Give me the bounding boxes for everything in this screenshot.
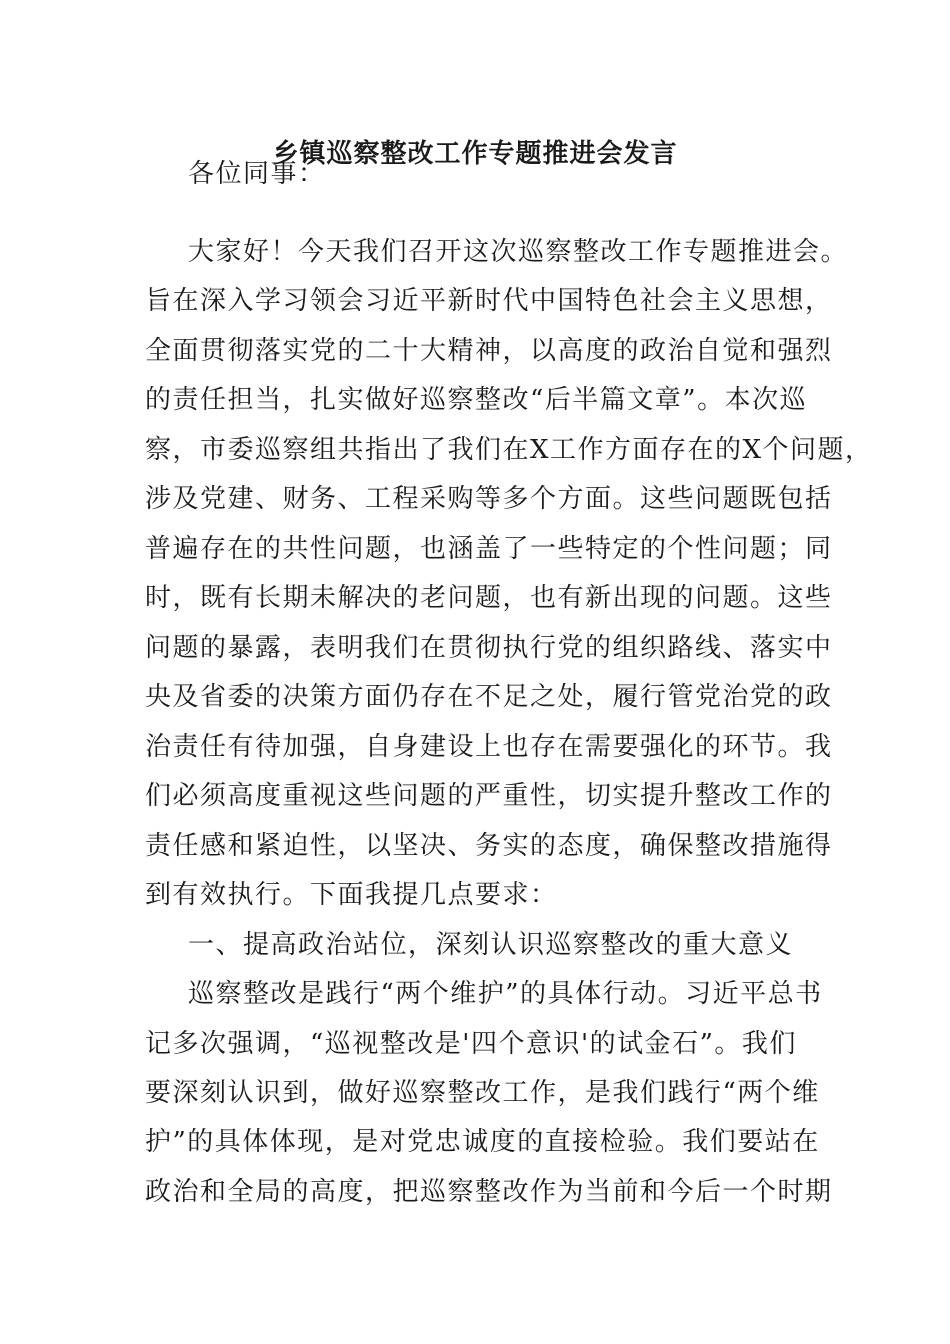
paragraph-line: 察，市委巡察组共指出了我们在X工作方面存在的X个问题， xyxy=(145,435,873,465)
paragraph-line: 问题的暴露，表明我们在贯彻执行党的组织路线、落实中 xyxy=(145,633,833,663)
paragraph-line: 记多次强调，“巡视整改是'四个意识'的试金石”。我们 xyxy=(145,1029,797,1059)
paragraph-line: 旨在深入学习领会习近平新时代中国特色社会主义思想， xyxy=(145,286,833,316)
paragraph-line: 巡察整改是践行“两个维护”的具体行动。习近平总书 xyxy=(188,979,823,1009)
paragraph-line: 治责任有待加强，自身建设上也存在需要强化的环节。我 xyxy=(145,732,833,762)
section-heading: 一、提高政治站位，深刻认识巡察整改的重大意义 xyxy=(188,930,794,960)
paragraph-line: 时，既有长期未解决的老问题，也有新出现的问题。这些 xyxy=(145,583,833,613)
paragraph-line: 全面贯彻落实党的二十大精神，以高度的政治自觉和强烈 xyxy=(145,336,833,366)
paragraph-line: 要深刻认识到，做好巡察整改工作，是我们践行“两个维 xyxy=(145,1078,820,1108)
paragraph-line: 护”的具体体现，是对党忠诚度的直接检验。我们要站在 xyxy=(145,1127,820,1157)
paragraph-line: 政治和全局的高度，把巡察整改作为当前和今后一个时期 xyxy=(145,1177,833,1207)
paragraph-line: 普遍存在的共性问题，也涵盖了一些特定的个性问题；同 xyxy=(145,534,833,564)
greeting: 各位同事： xyxy=(188,159,326,189)
paragraph-line: 到有效执行。下面我提几点要求： xyxy=(145,880,558,910)
paragraph-line: 们必须高度重视这些问题的严重性，切实提升整改工作的 xyxy=(145,781,833,811)
paragraph-line: 央及省委的决策方面仍存在不足之处，履行管党治党的政 xyxy=(145,682,833,712)
document-title: 乡镇巡察整改工作专题推进会发言 xyxy=(272,139,678,169)
paragraph-line: 涉及党建、财务、工程采购等多个方面。这些问题既包括 xyxy=(145,484,833,514)
paragraph-line: 的责任担当，扎实做好巡察整改“后半篇文章”。本次巡 xyxy=(145,385,808,415)
paragraph-line: 大家好！今天我们召开这次巡察整改工作专题推进会。 xyxy=(188,237,849,267)
paragraph-line: 责任感和紧迫性，以坚决、务实的态度，确保整改措施得 xyxy=(145,831,833,861)
